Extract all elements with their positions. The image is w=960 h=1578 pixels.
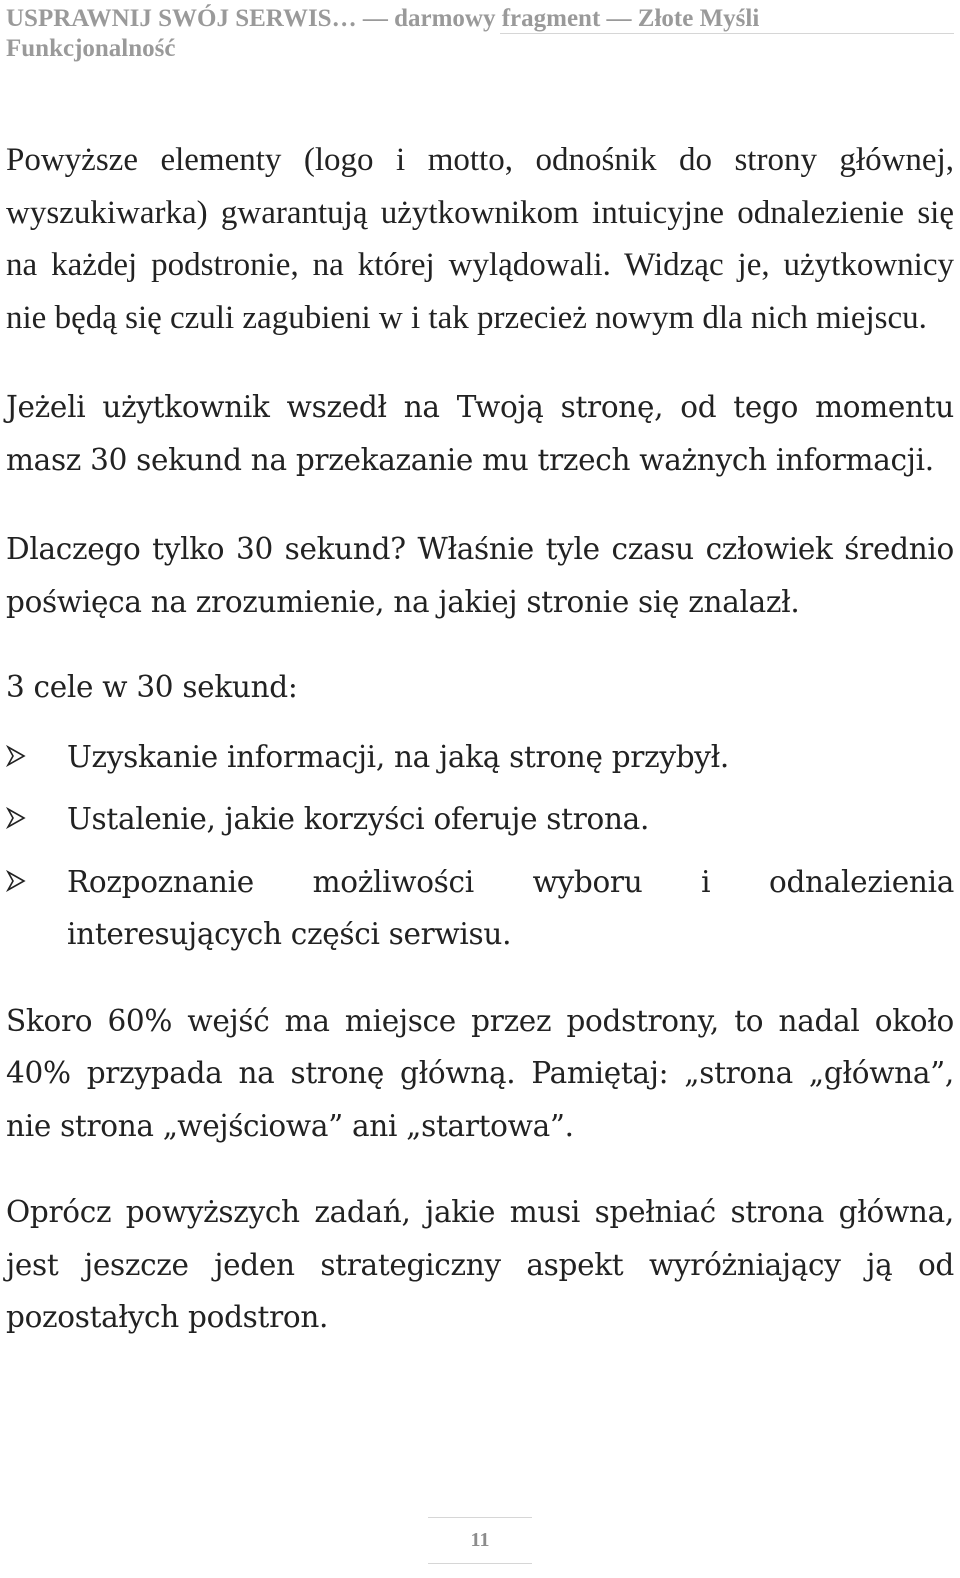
paragraph-elements: Powyższe elementy (logo i motto, odnośnik do strony głównej, wyszukiwarka) gwarantują użytkownikom intuicyjne odnalezienie się na każdej podstronie, na której wylądowali. Widząc je, użytkownicy nie będą się czuli zagubieni w i tak przecież nowym dla nich miejscu. xyxy=(6,142,954,336)
paragraph-goals-intro: 3 cele w 30 sekund: xyxy=(6,670,298,704)
paragraph-why-30: Dlaczego tylko 30 sekund? Właśnie tyle czasu człowiek średnio poświęca na zrozumienie, na jakiej stronie się znalazł. xyxy=(6,532,954,619)
page-body xyxy=(6,134,954,1344)
list-item xyxy=(6,793,954,846)
running-header xyxy=(6,4,954,64)
goal-text: Ustalenie, jakie korzyści oferuje strona. xyxy=(67,802,650,836)
header-section: Funkcjonalność xyxy=(6,35,176,62)
paragraph-strategic-aspect: Oprócz powyższych zadań, jakie musi spełniać strona główna, jest jeszcze jeden strategiczny aspekt wyróżniający ją od pozostałych podstron. xyxy=(6,1195,954,1334)
header-title: USPRAWNIJ SWÓJ SERWIS… — darmowy fragment — Złote Myśli xyxy=(6,5,760,32)
paragraph-30-seconds: Jeżeli użytkownik wszedł na Twoją stronę, od tego momentu masz 30 sekund na przekazanie mu trzech ważnych informacji. xyxy=(6,390,954,477)
goals-list xyxy=(6,731,954,961)
goal-text: Rozpoznanie możliwości wyboru i odnalezienia interesujących części serwisu. xyxy=(67,864,954,951)
arrowhead-bullet-icon xyxy=(6,807,26,829)
footer-divider-top xyxy=(428,1517,532,1518)
footer-divider-bottom xyxy=(428,1563,532,1564)
page-number: 11 xyxy=(470,1529,490,1551)
header-divider xyxy=(500,33,954,34)
list-item xyxy=(6,731,954,784)
arrowhead-bullet-icon xyxy=(6,745,26,767)
list-item xyxy=(6,856,954,961)
paragraph-homepage-share: Skoro 60% wejść ma miejsce przez podstrony, to nadal około 40% przypada na stronę główną. Pamiętaj: „strona „główna”, nie strona „wejściowa” ani „startowa”. xyxy=(6,1003,954,1143)
goal-text: Uzyskanie informacji, na jaką stronę przybył. xyxy=(67,739,729,774)
arrowhead-bullet-icon xyxy=(6,870,26,892)
